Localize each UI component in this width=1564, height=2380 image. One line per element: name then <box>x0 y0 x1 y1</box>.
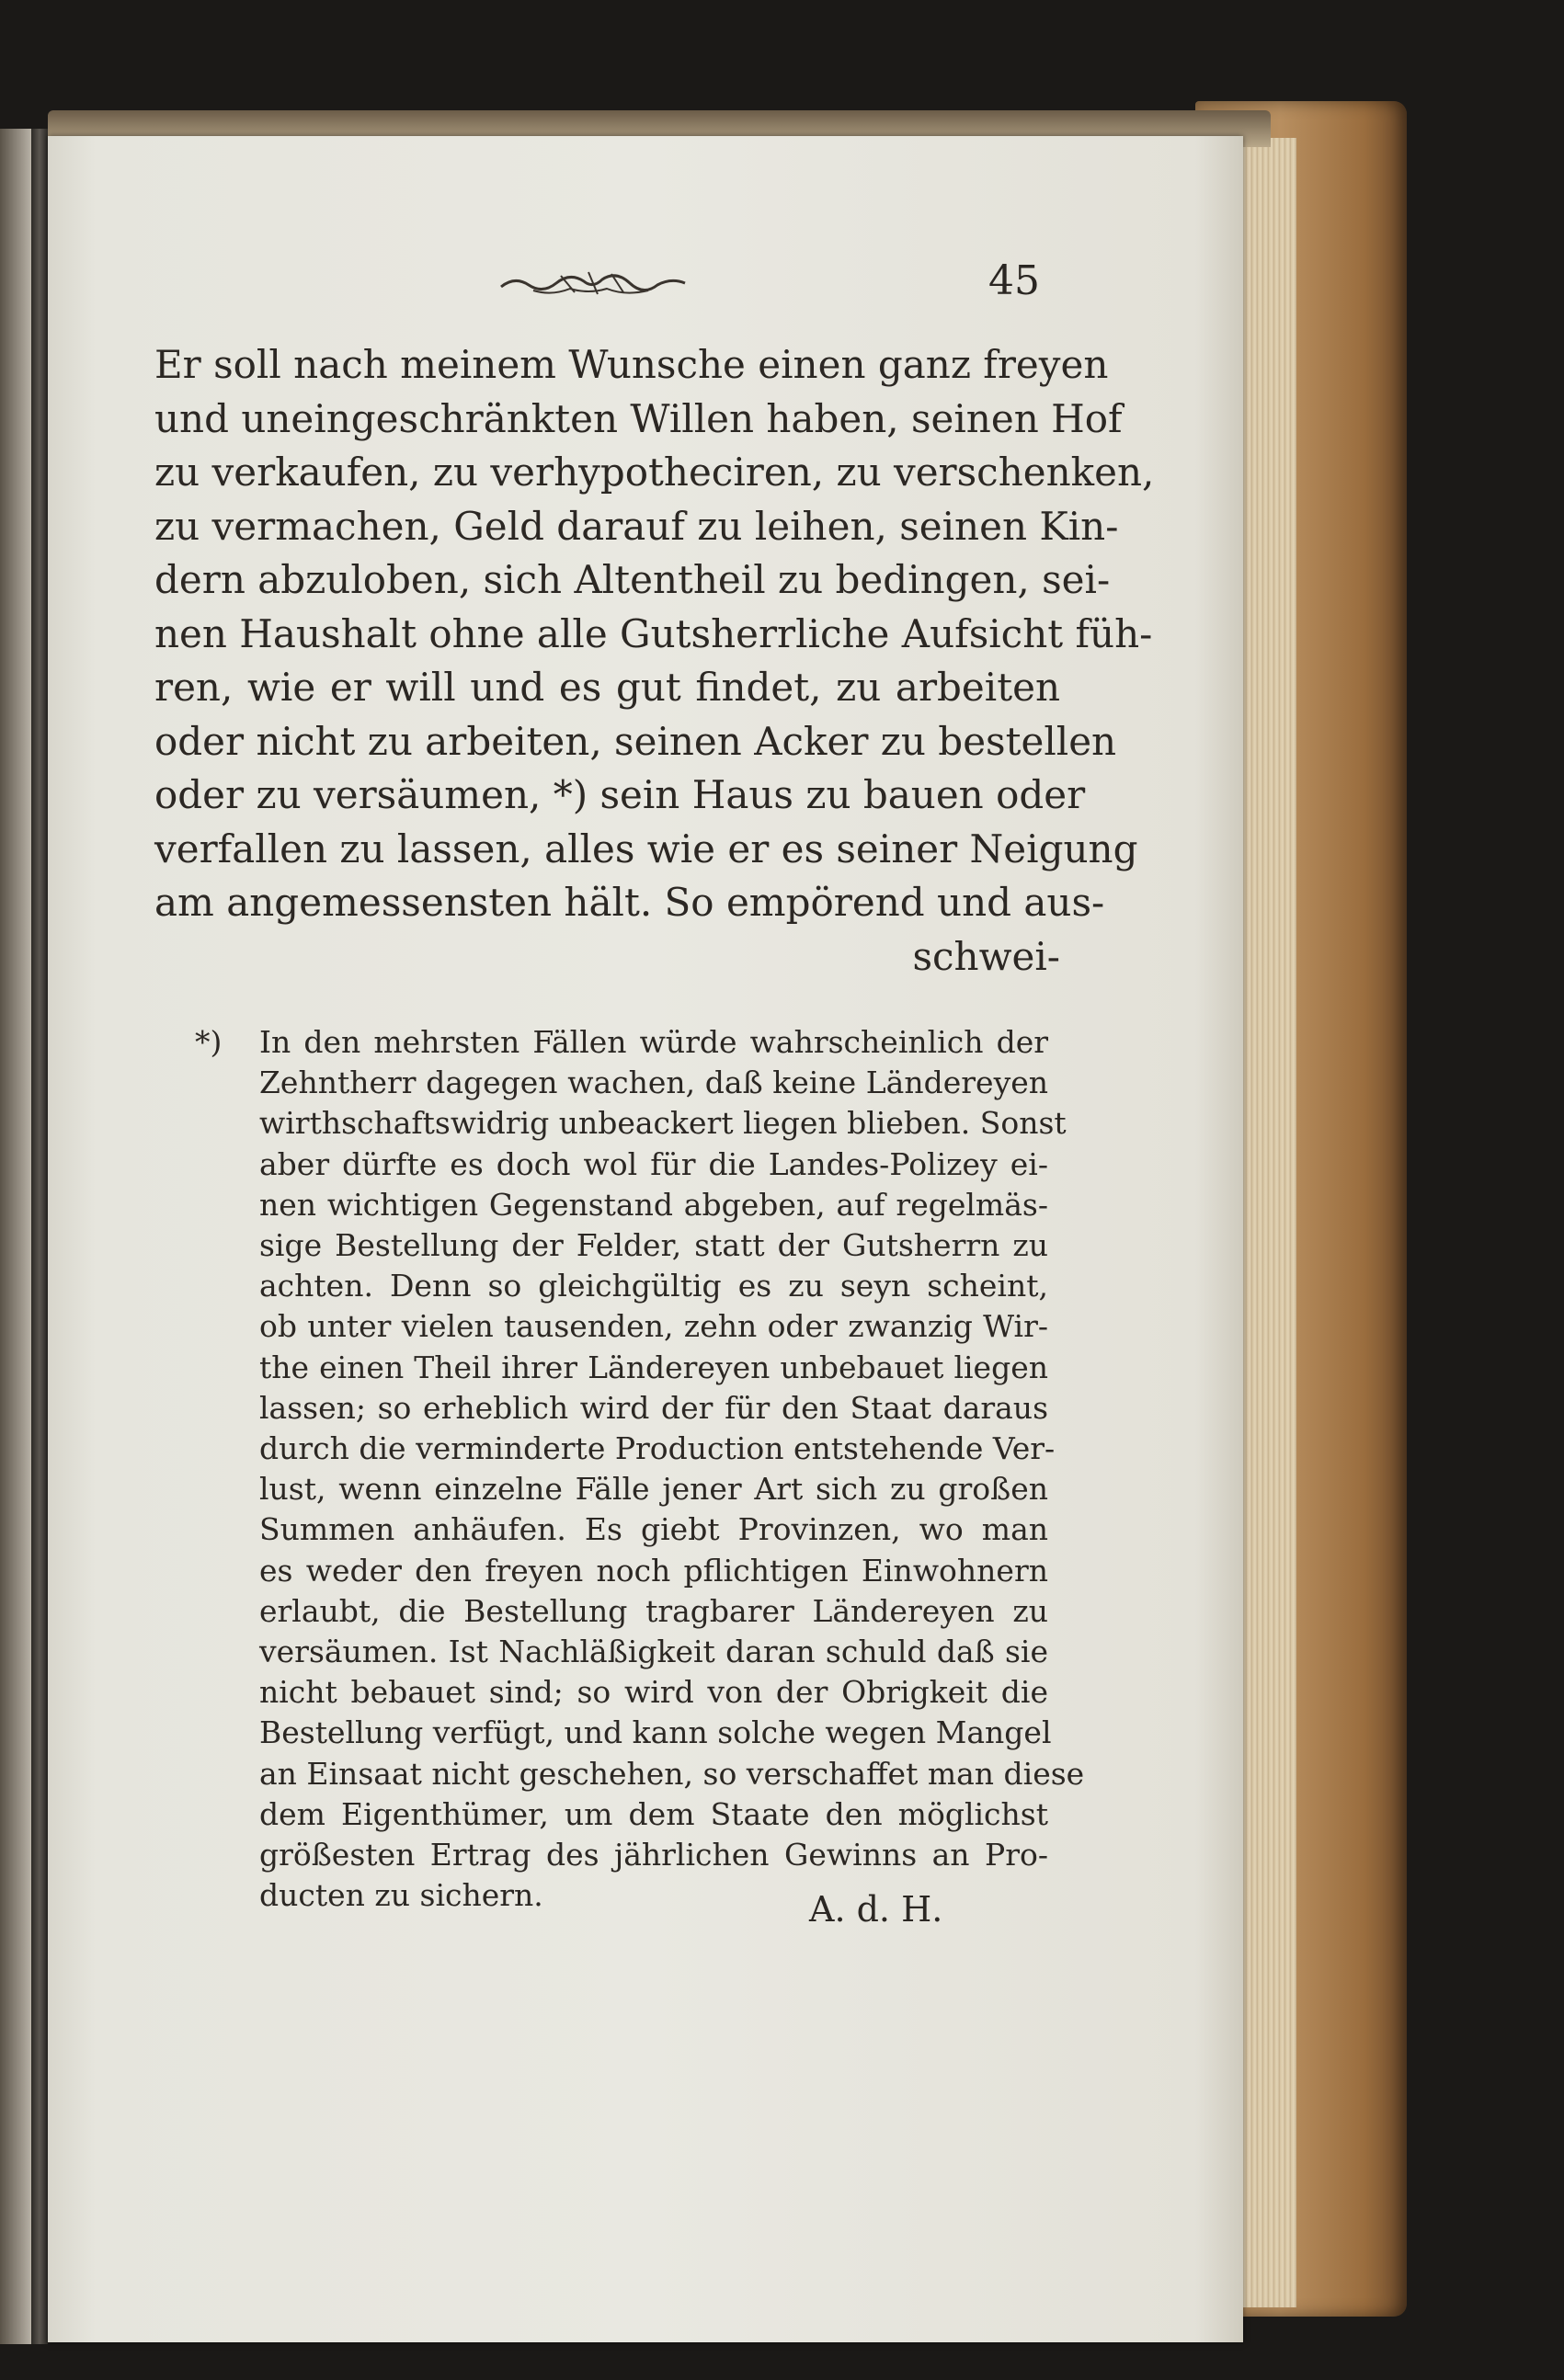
text-line: und uneingeschränkten Willen haben, seinen Hof <box>154 395 1123 441</box>
text-line: nen Haushalt ohne alle Gutsherrliche Aufsicht füh- <box>154 610 1153 656</box>
text-line: Er soll nach meinem Wunsche einen ganz freyen <box>154 342 1109 387</box>
text-line: oder nicht zu arbeiten, seinen Acker zu bestellen <box>154 718 1117 764</box>
header-ornament-icon <box>497 267 690 300</box>
text-line: zu verkaufen, zu verhypotheciren, zu verschenken, <box>154 450 1155 495</box>
footnote-line: ob unter vielen tausenden, zehn oder zwanzig Wir- <box>259 1308 1048 1345</box>
catchword: schwei- <box>912 933 1060 979</box>
page-number: 45 <box>988 257 1040 304</box>
footnote <box>259 1022 1085 1916</box>
main-text <box>154 338 1155 984</box>
footnote-line: sige Bestellung der Felder, statt der Gutsherrn zu <box>259 1227 1048 1264</box>
footnote-line: Summen anhäufen. Es giebt Provinzen, wo man <box>259 1511 1048 1548</box>
text-line: dern abzuloben, sich Altentheil zu bedingen, sei- <box>154 557 1111 602</box>
text-line: oder zu versäumen, *) sein Haus zu bauen oder <box>154 772 1086 817</box>
footnote-line: Zehntherr dagegen wachen, daß keine Ländereyen <box>259 1065 1048 1101</box>
text-line: ren, wie er will und es gut findet, zu arbeiten <box>154 665 1060 710</box>
footnote-signature: A. d. H. <box>809 1889 943 1930</box>
footnote-line: erlaubt, die Bestellung tragbarer Ländereyen zu <box>259 1592 1048 1629</box>
footnote-line: In den mehrsten Fällen würde wahrscheinlich der <box>259 1024 1048 1060</box>
footnote-line: lust, wenn einzelne Fälle jener Art sich zu großen <box>259 1471 1048 1508</box>
footnote-line: lassen; so erheblich wird der für den Staat daraus <box>259 1389 1048 1426</box>
footnote-line: an Einsaat nicht geschehen, so verschaffet man diese <box>259 1755 1085 1792</box>
page-block-edge <box>1241 138 1296 2307</box>
footnote-line: the einen Theil ihrer Ländereyen unbebauet liegen <box>259 1349 1048 1385</box>
footnote-line: achten. Denn so gleichgültig es zu seyn scheint, <box>259 1268 1048 1304</box>
text-line: verfallen zu lassen, alles wie er es seiner Neigung <box>154 826 1138 871</box>
footnote-marker: *) <box>195 1024 223 1060</box>
footnote-line: ducten zu sichern. <box>259 1877 543 1914</box>
footnote-line: nen wichtigen Gegenstand abgeben, auf regelmäs- <box>259 1186 1048 1223</box>
book-spine-gutter <box>31 129 48 2344</box>
footnote-line: aber dürfte es doch wol für die Landes-Polizey ei- <box>259 1145 1048 1182</box>
footnote-line: dem Eigenthümer, um dem Staate den möglichst <box>259 1795 1048 1832</box>
footnote-line: wirthschaftswidrig unbeackert liegen blieben. Sonst <box>259 1105 1067 1142</box>
text-line: am angemessensten hält. So empörend und aus- <box>154 880 1105 925</box>
footnote-line: durch die verminderte Production entstehende Ver- <box>259 1430 1056 1467</box>
text-line: zu vermachen, Geld darauf zu leihen, seinen Kin- <box>154 503 1119 549</box>
footnote-line: nicht bebauet sind; so wird von der Obrigkeit die <box>259 1674 1048 1711</box>
footnote-line: es weder den freyen noch pflichtigen Einwohnern <box>259 1552 1048 1589</box>
footnote-line: versäumen. Ist Nachläßigkeit daran schuld daß sie <box>259 1634 1048 1670</box>
footnote-line: größesten Ertrag des jährlichen Gewinns an Pro- <box>259 1837 1048 1873</box>
footnote-line: Bestellung verfügt, und kann solche wegen Mangel <box>259 1714 1052 1751</box>
